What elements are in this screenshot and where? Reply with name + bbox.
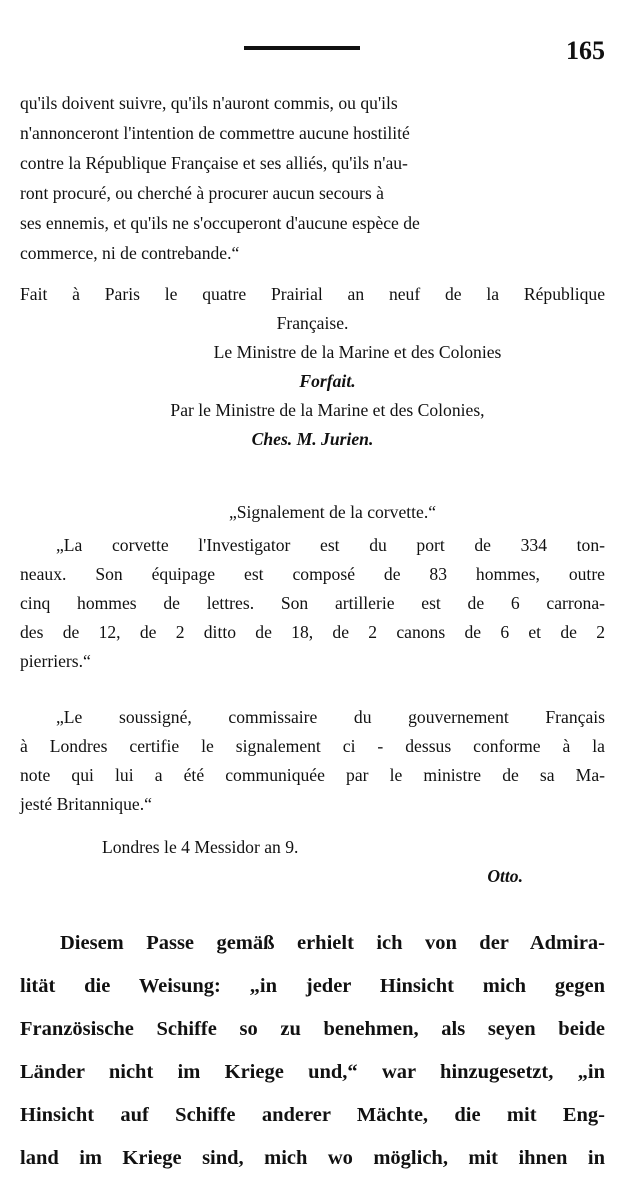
text-line: Französische Schiffe so zu benehmen, als seyen beide xyxy=(20,1018,605,1040)
text-line: cinq hommes de lettres. Son artillerie est de 6 carrona- xyxy=(20,593,605,613)
text-line: Länder nicht im Kriege und,“ war hinzugesetzt, „in xyxy=(20,1061,605,1083)
text-line: Hinsicht auf Schiffe anderer Mächte, die mit Eng- xyxy=(20,1104,605,1126)
place-date-line: Française. xyxy=(276,313,349,333)
text-line: qu'ils doivent suivre, qu'ils n'auront commis, ou qu'ils xyxy=(20,93,398,113)
minister-title: Le Ministre de la Marine et des Colonies xyxy=(213,342,502,362)
german-passage xyxy=(20,922,605,1180)
text-line: n'annonceront l'intention de commettre aucune hostilité xyxy=(20,123,410,143)
text-line: ses ennemis, et qu'ils ne s'occuperont d'aucune espèce de xyxy=(20,213,420,233)
section-heading: „Signalement de la corvette.“ xyxy=(228,502,437,522)
text-line: à Londres certifie le signalement ci - dessus conforme à la xyxy=(20,736,605,756)
text-line: lität die Weisung: „in jeder Hinsicht mich gegen xyxy=(20,975,605,997)
text-line: neaux. Son équipage est composé de 83 hommes, outre xyxy=(20,564,605,584)
minister-signature: Forfait. xyxy=(299,371,356,391)
text-line: „Le soussigné, commissaire du gouvernement Français xyxy=(56,707,605,727)
signature-block xyxy=(20,280,605,454)
certification-signature: Otto. xyxy=(487,866,523,886)
text-line: „La corvette l'Investigator est du port de 334 ton- xyxy=(56,535,605,555)
text-line: des de 12, de 2 ditto de 18, de 2 canons de 6 et de 2 xyxy=(20,622,605,642)
text-line: commerce, ni de contrebande.“ xyxy=(20,243,240,263)
text-line: note qui lui a été communiquée par le ministre de sa Ma- xyxy=(20,765,605,785)
by-the-minister-line: Par le Ministre de la Marine et des Colonies, xyxy=(170,400,485,420)
page-number: 165 xyxy=(566,36,605,65)
text-line: Diesem Passe gemäß erhielt ich von der Admira- xyxy=(60,932,605,954)
certification xyxy=(20,703,605,891)
text-line: jesté Britannique.“ xyxy=(20,794,152,814)
place-date-line: Fait à Paris le quatre Prairial an neuf de la République xyxy=(20,284,605,304)
text-line: land im Kriege sind, mich wo möglich, mit ihnen in xyxy=(20,1147,605,1169)
passage-french-oath xyxy=(20,88,605,268)
secretary-signature: Ches. M. Jurien. xyxy=(251,429,374,449)
corvette-description xyxy=(20,498,605,676)
certification-date: Londres le 4 Messidor an 9. xyxy=(102,837,299,857)
text-line: pierriers.“ xyxy=(20,651,91,671)
text-line: contre la République Française et ses alliés, qu'ils n'au- xyxy=(20,153,408,173)
header-rule xyxy=(244,46,360,50)
text-line: ront procuré, ou cherché à procurer aucun secours à xyxy=(20,183,384,203)
